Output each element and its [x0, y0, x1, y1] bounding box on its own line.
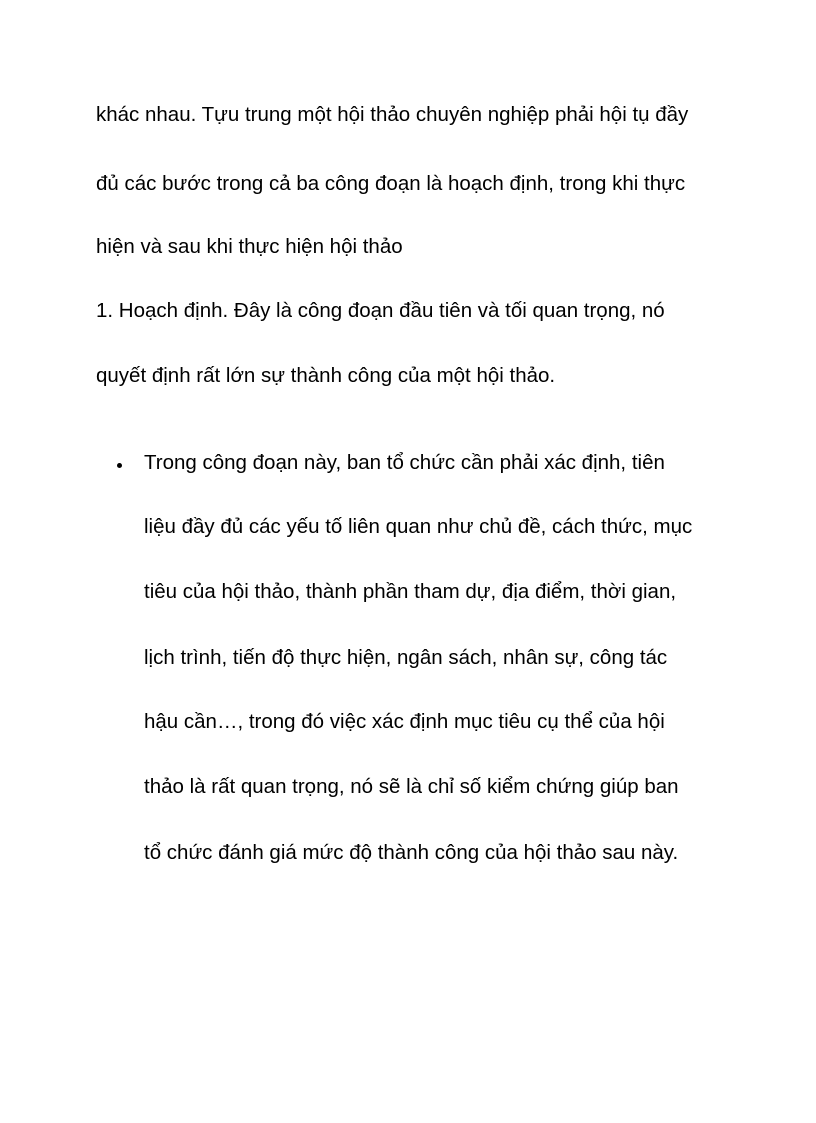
- paragraph-line: khác nhau. Tựu trung một hội thảo chuyên nghiệp phải hội tụ đầy: [96, 103, 689, 126]
- bullet-icon: [117, 463, 122, 468]
- bullet-line: tổ chức đánh giá mức độ thành công của hội thảo sau này.: [144, 841, 679, 864]
- paragraph-line: hiện và sau khi thực hiện hội thảo: [96, 235, 403, 258]
- section-heading-line: 1. Hoạch định. Đây là công đoạn đầu tiên và tối quan trọng, nó: [96, 299, 665, 322]
- bullet-line: hậu cần…, trong đó việc xác định mục tiêu cụ thể của hội: [144, 710, 665, 733]
- bullet-line: Trong công đoạn này, ban tổ chức cần phải xác định, tiên: [144, 451, 665, 474]
- section-line: quyết định rất lớn sự thành công của một hội thảo.: [96, 364, 556, 387]
- paragraph-line: đủ các bước trong cả ba công đoạn là hoạch định, trong khi thực: [96, 172, 686, 195]
- bullet-line: thảo là rất quan trọng, nó sẽ là chỉ số kiểm chứng giúp ban: [144, 775, 679, 798]
- bullet-line: tiêu của hội thảo, thành phần tham dự, địa điểm, thời gian,: [144, 580, 677, 603]
- bullet-line: liệu đầy đủ các yếu tố liên quan như chủ đề, cách thức, mục: [144, 515, 693, 538]
- bullet-line: lịch trình, tiến độ thực hiện, ngân sách, nhân sự, công tác: [144, 646, 668, 669]
